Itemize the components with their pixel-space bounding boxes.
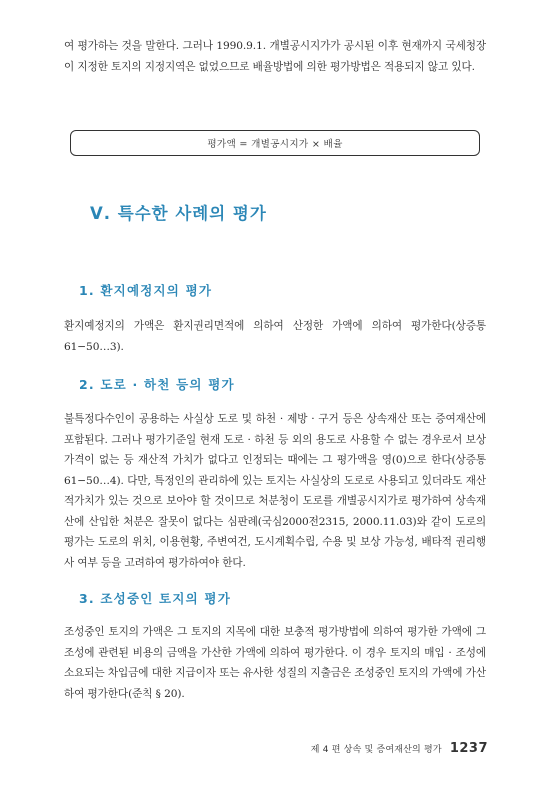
section-title-3: 3. 조성중인 토지의 평가 — [79, 591, 231, 606]
section-body-2: 불특정다수인이 공용하는 사실상 도로 및 하천 · 제방 · 구거 등은 상속재산 또는 증여재산에 포함된다. 그러나 평가기준일 현재 도로 · 하천 등 외의 용도로 사용할 수 없는 경우로서 보상가격이 없는 등 재산적 가치가 없다고 인정되는 때에는 그 평가액을 영(0)으로 한다(상증통 61−50…4). 다만, 특정인의 관리하에 있는 토지는 사실상의 도로로 사용되고 있더라도 재산적가치가 있는 것으로 보아야 할 것이므로 처분청이 도로를 개별공시지가로 평가하여 상속재산에 산입한 처분은 잘못이 없다는 심판례(국심2000전2315, 2000.11.03)와 같이 도로의 평가는 도로의 위치, 이용현황, 주변여건, 도시계획수립, 수용 및 보상 가능성, 배타적 권리행사 여부 등을 고려하여 평가하여야 한다. — [64, 413, 486, 569]
intro-paragraph: 여 평가하는 것을 말한다. 그러나 1990.9.1. 개별공시지가가 공시된 이후 현재까지 국세청장이 지정한 토지의 지정지역은 없었으므로 배율방법에 의한 평가방법은 적용되지 않고 있다. — [64, 40, 486, 73]
formula-text: 평가액 = 개별공시지가 × 배율 — [207, 139, 343, 150]
section-body-3: 조성중인 토지의 가액은 그 토지의 지목에 대한 보충적 평가방법에 의하여 평가한 가액에 그 조성에 관련된 비용의 금액을 가산한 가액에 의하여 평가한다. 이 경우 토지의 매입 · 조성에 소요되는 차입금에 대한 지급이자 또는 유사한 성질의 지출금은 조성중인 토지의 가액에 가산하여 평가한다(준칙 § 20). — [64, 626, 486, 700]
section-title-1: 1. 환지예정지의 평가 — [79, 283, 213, 298]
footer-section-label: 제 4 편 상속 및 증여재산의 평가 — [310, 745, 442, 755]
chapter-title: Ⅴ. 특수한 사례의 평가 — [90, 204, 267, 223]
formula-box — [70, 130, 480, 156]
section-title-2: 2. 도로 · 하천 등의 평가 — [79, 377, 235, 392]
page-footer — [311, 741, 488, 756]
page-number: 1237 — [449, 741, 488, 756]
section-body-1: 환지예정지의 가액은 환지권리면적에 의하여 산정한 가액에 의하여 평가한다(상증통 61−50…3). — [64, 320, 486, 353]
